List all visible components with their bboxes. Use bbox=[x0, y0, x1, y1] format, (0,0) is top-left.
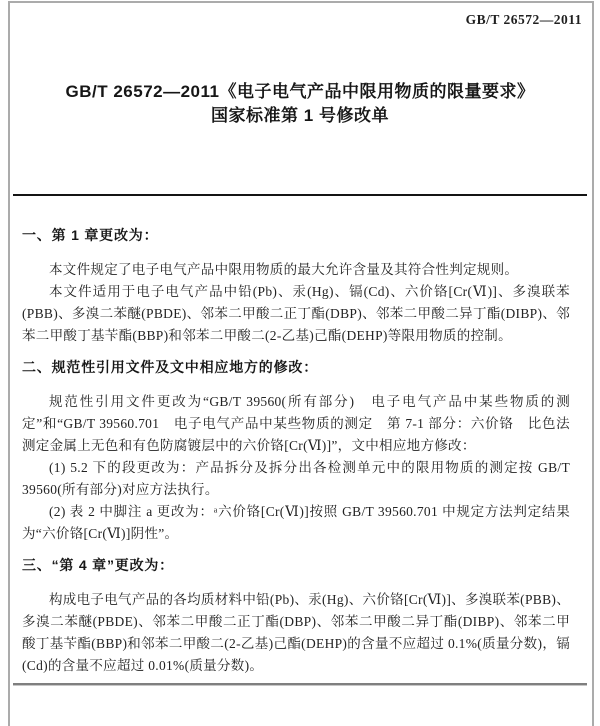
footer-divider-rule bbox=[13, 683, 587, 686]
document-title-line1: GB/T 26572—2011《电子电气产品中限用物质的限量要求》 bbox=[65, 82, 535, 101]
document-title bbox=[0, 80, 600, 128]
section-2 bbox=[22, 356, 570, 545]
document-title-line2: 国家标准第 1 号修改单 bbox=[211, 106, 389, 125]
standard-number: GB/T 26572—2011 bbox=[465, 12, 582, 27]
title-divider-rule bbox=[13, 194, 587, 196]
section-3 bbox=[22, 554, 570, 677]
section-2-paragraph-1: 规范性引用文件更改为“GB/T 39560(所有部分) 电子电气产品中某些物质的测定”和“GB/T 39560.701 电子电气产品中某些物质的测定 第 7-1 部分：六价铬 比色法测定金属上无色和有色防腐镀层中的六价铬[Cr(Ⅵ)]”，文中相应地方修改： bbox=[22, 394, 570, 453]
section-2-paragraph-2: (1) 5.2 下的段更改为：产品拆分及拆分出各检测单元中的限用物质的测定按 GB/T 39560(所有部分)对应方法执行。 bbox=[22, 460, 570, 497]
section-1-paragraph-2: 本文件适用于电子电气产品中铅(Pb)、汞(Hg)、镉(Cd)、六价铬[Cr(Ⅵ)]、多溴联苯(PBB)、多溴二苯醚(PBDE)、邻苯二甲酸二正丁酯(DBP)、邻苯二甲酸二异丁酯(DIBP)、邻苯二甲酸丁基苄酯(BBP)和邻苯二甲酸二(2-乙基)己酯(DEHP)等限用物质的控制。 bbox=[22, 284, 570, 343]
section-1-paragraph-1: 本文件规定了电子电气产品中限用物质的最大允许含量及其符合性判定规则。 bbox=[49, 262, 519, 277]
section-1 bbox=[22, 224, 570, 347]
page-header bbox=[0, 0, 600, 28]
section-2-paragraph-3: (2) 表 2 中脚注 a 更改为：ᵃ六价铬[Cr(Ⅵ)]按照 GB/T 39560.701 中规定方法判定结果为“六价铬[Cr(Ⅵ)]阴性”。 bbox=[22, 504, 570, 541]
section-3-heading: 三、“第 4 章”更改为： bbox=[22, 557, 174, 573]
document-body bbox=[0, 224, 600, 677]
section-2-heading: 二、规范性引用文件及文中相应地方的修改： bbox=[22, 359, 318, 375]
section-3-paragraph-1: 构成电子电气产品的各均质材料中铅(Pb)、汞(Hg)、六价铬[Cr(Ⅵ)]、多溴联苯(PBB)、多溴二苯醚(PBDE)、邻苯二甲酸二正丁酯(DBP)、邻苯二甲酸二异丁酯(DIBP)、邻苯二甲酸丁基苄酯(BBP)和邻苯二甲酸二(2-乙基)己酯(DEHP)的含量不应超过 0.1%(质量分数)，镉(Cd)的含量不应超过 0.01%(质量分数)。 bbox=[22, 592, 570, 673]
section-1-heading: 一、第 1 章更改为： bbox=[22, 227, 159, 243]
